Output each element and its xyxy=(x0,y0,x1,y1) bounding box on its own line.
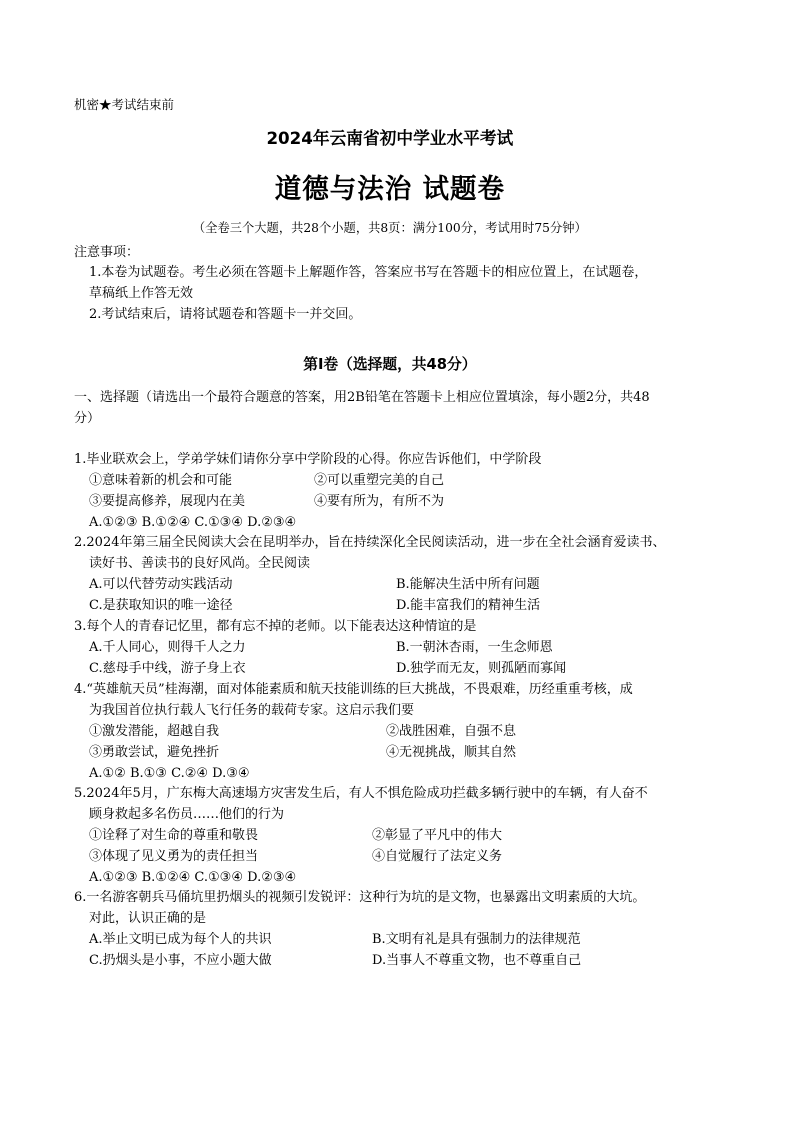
q6-choice-d: D.当事人不尊重文物，也不尊重自己 xyxy=(372,953,582,968)
q6-stem-line-1: 6.一名游客朝兵马俑坑里扔烟头的视频引发锐评：这种行为坑的是文物，也暴露出文明素质的大坑。 xyxy=(74,890,646,905)
q1-option-4: ④要有所为，有所不为 xyxy=(314,494,445,509)
q1-option-3: ③要提高修养，展现内在美 xyxy=(89,494,246,509)
q2-choice-d: D.能丰富我们的精神生活 xyxy=(396,598,541,613)
q5-option-3: ③体现了见义勇为的责任担当 xyxy=(89,849,259,864)
q6-choice-b: B.文明有礼是具有强制力的法律规范 xyxy=(372,932,581,947)
q4-stem-line-2: 为我国首位执行载人飞行任务的载荷专家。这启示我们要 xyxy=(89,703,415,718)
q5-option-1: ①诠释了对生命的尊重和敬畏 xyxy=(89,828,259,843)
q5-choices: A.①②③ B.①②④ C.①③④ D.②③④ xyxy=(89,870,297,885)
exam-subtitle: （全卷三个大题，共28个小题，共8页：满分100分，考试用时75分钟） xyxy=(192,220,587,235)
q4-option-1: ①激发潜能，超越自我 xyxy=(89,724,220,739)
exam-title: 2024年云南省初中学业水平考试 xyxy=(266,129,514,149)
q2-choice-a: A.可以代替劳动实践活动 xyxy=(89,577,233,592)
q3-stem: 3.每个人的青春记忆里，都有忘不掉的老师。以下能表达这种情谊的是 xyxy=(74,619,477,634)
q4-option-2: ②战胜困难，自强不息 xyxy=(386,724,517,739)
note-item-2: 2.考试结束后，请将试题卷和答题卡一并交回。 xyxy=(89,307,362,322)
section-instruction-line-1: 一、选择题（请选出一个最符合题意的答案，用2B铅笔在答题卡上相应位置填涂，每小题2分，共48 xyxy=(74,390,650,405)
q1-choices: A.①②③ B.①②④ C.①③④ D.②③④ xyxy=(89,515,297,530)
q4-option-4: ④无视挑战，顺其自然 xyxy=(386,745,517,760)
q1-option-2: ②可以重塑完美的自己 xyxy=(314,473,445,488)
q3-choice-a: A.千人同心，则得千人之力 xyxy=(89,640,246,655)
confidential-label: 机密★考试结束前 xyxy=(74,97,175,112)
q2-stem-line-2: 读好书、善读书的良好风尚。全民阅读 xyxy=(89,556,311,571)
q5-option-4: ④自觉履行了法定义务 xyxy=(372,849,503,864)
q2-choice-c: C.是获取知识的唯一途径 xyxy=(89,598,233,613)
notes-heading: 注意事项： xyxy=(74,245,140,260)
q1-option-1: ①意味着新的机会和可能 xyxy=(89,473,233,488)
section-instruction-line-2: 分） xyxy=(74,411,101,426)
q4-choices: A.①② B.①③ C.②④ D.③④ xyxy=(89,766,250,781)
q5-option-2: ②彰显了平凡中的伟大 xyxy=(372,828,503,843)
q3-choice-c: C.慈母手中线，游子身上衣 xyxy=(89,661,246,676)
q2-stem-line-1: 2.2024年第三届全民阅读大会在昆明举办，旨在持续深化全民阅读活动，进一步在全社会涵育爱读书、 xyxy=(74,535,666,550)
q2-choice-b: B.能解决生活中所有问题 xyxy=(396,577,540,592)
q3-choice-d: D.独学而无友，则孤陋而寡闻 xyxy=(396,661,567,676)
q5-stem-line-2: 顾身救起多名伤员……他们的行为 xyxy=(89,807,285,822)
note-item-1-line-1: 1.本卷为试题卷。考生必须在答题卡上解题作答，答案应书写在答题卡的相应位置上，在试题卷， xyxy=(89,265,648,280)
subject-title: 道德与法治 试题卷 xyxy=(274,174,505,205)
q4-stem-line-1: 4.“英雄航天员”桂海潮，面对体能素质和航天技能训练的巨大挑战，不畏艰难，历经重重考核，成 xyxy=(74,682,633,697)
q6-stem-line-2: 对此，认识正确的是 xyxy=(89,911,207,926)
q5-stem-line-1: 5.2024年5月，广东梅大高速塌方灾害发生后，有人不惧危险成功拦截多辆行驶中的车辆，有人奋不 xyxy=(74,786,648,801)
section-title: 第Ⅰ卷（选择题，共48分） xyxy=(303,355,477,373)
note-item-1-line-2: 草稿纸上作答无效 xyxy=(89,286,194,301)
q6-choice-c: C.扔烟头是小事，不应小题大做 xyxy=(89,953,272,968)
q3-choice-b: B.一朝沐杏雨，一生念师恩 xyxy=(396,640,553,655)
q6-choice-a: A.举止文明已成为每个人的共识 xyxy=(89,932,272,947)
q1-stem: 1.毕业联欢会上，学弟学妹们请你分享中学阶段的心得。你应告诉他们，中学阶段 xyxy=(74,452,542,467)
q4-option-3: ③勇敢尝试，避免挫折 xyxy=(89,745,220,760)
